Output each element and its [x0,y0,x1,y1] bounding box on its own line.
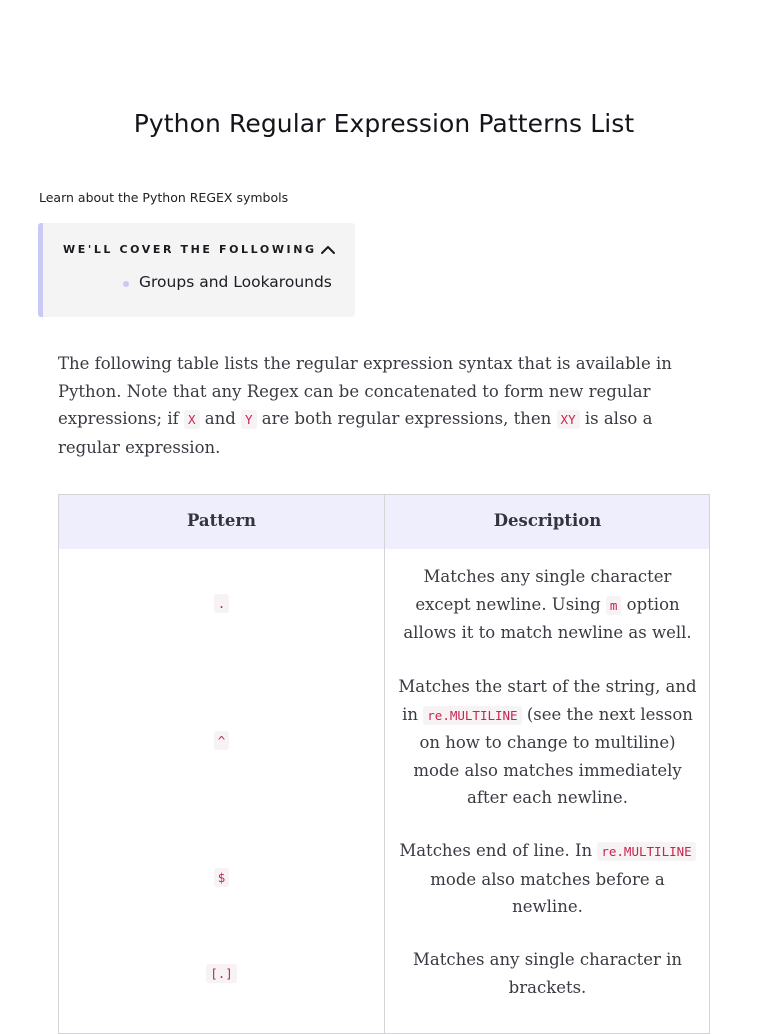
header-pattern: Pattern [186,511,257,530]
page-subtitle: Learn about the Python REGEX symbols [39,190,289,205]
pattern-cell: . [59,595,384,613]
header-description: Description [493,511,602,530]
description-cell: Matches end of line. In re.MULTILINE mode also matches before a newline. [385,837,710,921]
patterns-table [58,494,710,1034]
toc-item-groups[interactable]: Groups and Lookarounds [139,273,332,291]
inline-code: re.MULTILINE [423,706,521,725]
description-cell: Matches the start of the string, and in re.MULTILINE (see the next lesson on how to change to multiline) mode also matches immediately after each newline. [398,677,697,807]
description-cell: Matches any single character in brackets. [412,950,683,997]
inline-code: m [606,596,622,615]
pattern-cell: ^ [59,732,384,750]
pattern-cell: [.] [59,965,384,983]
chevron-up-icon[interactable] [320,244,336,256]
inline-code: re.MULTILINE [597,842,695,861]
toc-heading[interactable]: WE'LL COVER THE FOLLOWING [63,243,317,256]
intro-paragraph: The following table lists the regular expression syntax that is available in Python. Note that any Regex can be concatenated to form new regular expressions; if X and Y are both regular expressions, then XY is also a regular expression. [58,354,672,457]
inline-code: XY [557,410,580,429]
pattern-cell: $ [59,869,384,887]
page-title: Python Regular Expression Patterns List [133,109,635,138]
inline-code: X [184,410,200,429]
inline-code: Y [241,410,257,429]
description-cell: Matches any single character except newline. Using m option allows it to match newline as well. [403,567,692,642]
toc-bullet-icon [123,281,129,287]
toc-panel [38,223,355,317]
